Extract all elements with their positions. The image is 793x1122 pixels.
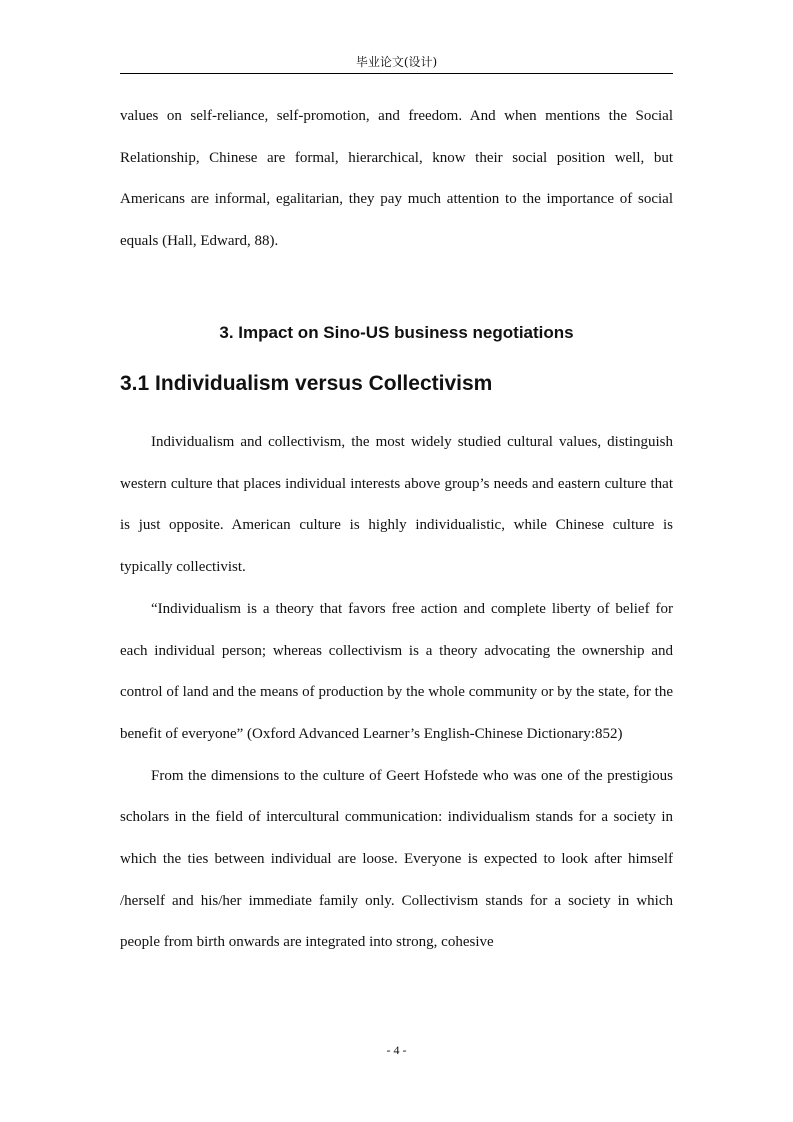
- continuation-block: [120, 96, 673, 263]
- page-number: - 4 -: [386, 1043, 407, 1057]
- subsection-heading: 3.1 Individualism versus Collectivism: [120, 372, 493, 395]
- running-header: 毕业论文(设计): [355, 55, 438, 69]
- paragraph-2: “Individualism is a theory that favors free action and complete liberty of belief for each individual person; whereas collectivism is a theory advocating the ownership and control of land and the means of production by the whole community or by the state, for the benefit of everyone” (Oxford Advanced Learner’s English-Chinese Dictionary:852): [120, 600, 673, 742]
- paragraph-1: Individualism and collectivism, the most widely studied cultural values, distinguish western culture that places individual interests above group’s needs and eastern culture that is just opposite. American culture is highly individualistic, while Chinese culture is typically collectivist.: [120, 434, 673, 576]
- section-heading: 3. Impact on Sino-US business negotiations: [219, 323, 574, 342]
- body-block: [120, 422, 673, 964]
- continuation-paragraph: values on self-reliance, self-promotion, and freedom. And when mentions the Social Relationship, Chinese are formal, hierarchical, know their social position well, but Americans are informal, egalitarian, they pay much attention to the importance of social equals (Hall, Edward, 88).: [120, 108, 673, 250]
- paragraph-3: From the dimensions to the culture of Geert Hofstede who was one of the prestigious scholars in the field of intercultural communication: individualism stands for a society in which the ties between individual are loose. Everyone is expected to look after himself /herself and his/her immediate family only. Collectivism stands for a society in which people from birth onwards are integrated into strong, cohesive: [120, 767, 673, 951]
- header-rule: [120, 73, 673, 74]
